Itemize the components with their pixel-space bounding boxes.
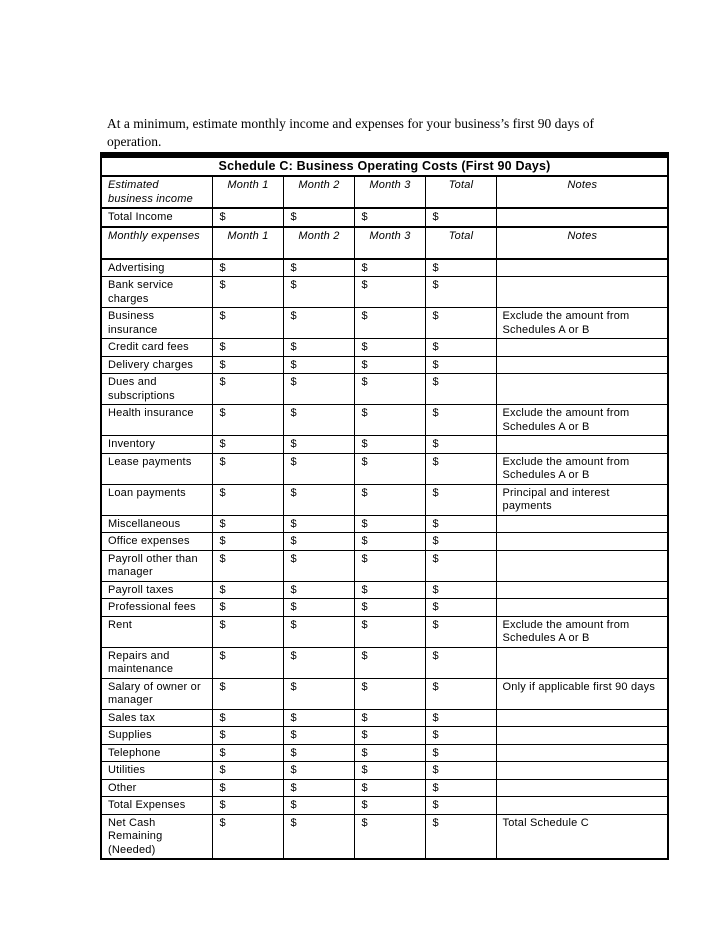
row-label: Net Cash Remaining (Needed) (101, 814, 212, 859)
month-1-cell[interactable]: $ (212, 533, 283, 551)
header-notes: Notes (496, 227, 668, 259)
notes-cell[interactable] (496, 599, 668, 617)
month-2-cell[interactable]: $ (283, 550, 354, 581)
header-total: Total (425, 227, 496, 259)
month-3-cell[interactable]: $ (354, 581, 425, 599)
total-cell[interactable]: $ (425, 308, 496, 339)
month-3-cell[interactable]: $ (354, 599, 425, 617)
month-2-cell[interactable]: $ (283, 814, 354, 859)
notes-cell[interactable] (496, 647, 668, 678)
notes-cell[interactable] (496, 515, 668, 533)
notes-cell[interactable] (496, 550, 668, 581)
total-cell[interactable]: $ (425, 647, 496, 678)
total-cell[interactable]: $ (425, 709, 496, 727)
row-label: Total Expenses (101, 797, 212, 815)
notes-cell[interactable]: Exclude the amount from Schedules A or B (496, 308, 668, 339)
month-3-cell[interactable]: $ (354, 515, 425, 533)
row-label: Payroll taxes (101, 581, 212, 599)
total-cell[interactable]: $ (425, 374, 496, 405)
total-cell[interactable]: $ (425, 533, 496, 551)
notes-cell[interactable] (496, 762, 668, 780)
row-label: Professional fees (101, 599, 212, 617)
table-row-health-insurance (101, 405, 668, 436)
table-row-dues-and-subscriptions (101, 374, 668, 405)
month-3-cell[interactable]: $ (354, 374, 425, 405)
table-row-total-expenses (101, 797, 668, 815)
month-3-cell[interactable]: $ (354, 762, 425, 780)
notes-cell[interactable] (496, 744, 668, 762)
table-row-advertising (101, 259, 668, 277)
month-2-cell[interactable]: $ (283, 405, 354, 436)
total-cell[interactable]: $ (425, 678, 496, 709)
row-label: Rent (101, 616, 212, 647)
month-2-cell[interactable]: $ (283, 581, 354, 599)
table-row-office-expenses (101, 533, 668, 551)
row-label: Miscellaneous (101, 515, 212, 533)
header-month-1: Month 1 (212, 176, 283, 208)
row-label: Supplies (101, 727, 212, 745)
month-3-cell[interactable]: $ (354, 709, 425, 727)
notes-cell[interactable] (496, 374, 668, 405)
table-row-lease-payments (101, 453, 668, 484)
total-cell[interactable]: $ (425, 797, 496, 815)
month-1-cell[interactable]: $ (212, 515, 283, 533)
table-row-sales-tax (101, 709, 668, 727)
total-cell[interactable]: $ (425, 581, 496, 599)
total-cell[interactable]: $ (425, 779, 496, 797)
month-3-cell[interactable]: $ (354, 259, 425, 277)
table-row-other (101, 779, 668, 797)
row-label: Repairs and maintenance (101, 647, 212, 678)
total-cell[interactable]: $ (425, 762, 496, 780)
table-row-utilities (101, 762, 668, 780)
table-row-repairs-and-maintenance (101, 647, 668, 678)
month-1-cell[interactable]: $ (212, 208, 283, 227)
row-label: Health insurance (101, 405, 212, 436)
header-month-3: Month 3 (354, 227, 425, 259)
month-1-cell[interactable]: $ (212, 727, 283, 745)
row-label: Business insurance (101, 308, 212, 339)
total-cell[interactable]: $ (425, 259, 496, 277)
table-row-telephone (101, 744, 668, 762)
month-3-cell[interactable]: $ (354, 453, 425, 484)
notes-cell[interactable]: Principal and interest payments (496, 484, 668, 515)
total-cell[interactable]: $ (425, 277, 496, 308)
month-1-cell[interactable]: $ (212, 374, 283, 405)
schedule-c-table (100, 152, 669, 860)
notes-cell[interactable] (496, 727, 668, 745)
month-2-cell[interactable]: $ (283, 277, 354, 308)
month-3-cell[interactable]: $ (354, 616, 425, 647)
header-month-2: Month 2 (283, 227, 354, 259)
month-3-cell[interactable]: $ (354, 484, 425, 515)
table-row-credit-card-fees (101, 339, 668, 357)
month-2-cell[interactable]: $ (283, 599, 354, 617)
notes-cell[interactable] (496, 779, 668, 797)
table-row-professional-fees (101, 599, 668, 617)
table-row-net-cash-remaining (101, 814, 668, 859)
total-cell[interactable]: $ (425, 744, 496, 762)
month-1-cell[interactable]: $ (212, 678, 283, 709)
income-header-row (101, 176, 668, 208)
month-3-cell[interactable]: $ (354, 550, 425, 581)
total-cell[interactable]: $ (425, 727, 496, 745)
total-cell[interactable]: $ (425, 208, 496, 227)
month-2-cell[interactable]: $ (283, 616, 354, 647)
table-row-miscellaneous (101, 515, 668, 533)
notes-cell[interactable] (496, 356, 668, 374)
month-3-cell[interactable]: $ (354, 533, 425, 551)
row-label: Loan payments (101, 484, 212, 515)
row-label: Inventory (101, 436, 212, 454)
intro-text: At a minimum, estimate monthly income and expenses for your business’s first 90 days of operation. (107, 115, 595, 149)
month-2-cell[interactable]: $ (283, 308, 354, 339)
table-row-inventory (101, 436, 668, 454)
row-label: Payroll other than manager (101, 550, 212, 581)
month-1-cell[interactable]: $ (212, 550, 283, 581)
month-3-cell[interactable]: $ (354, 308, 425, 339)
notes-cell[interactable]: Exclude the amount from Schedules A or B (496, 616, 668, 647)
header-total: Total (425, 176, 496, 208)
month-2-cell[interactable]: $ (283, 339, 354, 357)
row-label: Other (101, 779, 212, 797)
table-row-salary-of-owner-or-manager (101, 678, 668, 709)
month-1-cell[interactable]: $ (212, 797, 283, 815)
notes-cell[interactable] (496, 709, 668, 727)
month-3-cell[interactable]: $ (354, 678, 425, 709)
month-1-cell[interactable]: $ (212, 779, 283, 797)
month-3-cell[interactable]: $ (354, 436, 425, 454)
notes-cell[interactable]: Total Schedule C (496, 814, 668, 859)
header-month-1: Month 1 (212, 227, 283, 259)
month-2-cell[interactable]: $ (283, 678, 354, 709)
month-1-cell[interactable]: $ (212, 308, 283, 339)
row-label: Lease payments (101, 453, 212, 484)
table-row-rent (101, 616, 668, 647)
notes-cell[interactable] (496, 277, 668, 308)
notes-cell[interactable]: Exclude the amount from Schedules A or B (496, 453, 668, 484)
expense-header-row (101, 227, 668, 259)
month-2-cell[interactable]: $ (283, 727, 354, 745)
month-3-cell[interactable]: $ (354, 208, 425, 227)
income-header-label: Estimated business income (101, 176, 212, 208)
month-3-cell[interactable]: $ (354, 339, 425, 357)
notes-cell[interactable] (496, 208, 668, 227)
total-cell[interactable]: $ (425, 405, 496, 436)
month-1-cell[interactable]: $ (212, 647, 283, 678)
row-label: Total Income (101, 208, 212, 227)
total-cell[interactable]: $ (425, 814, 496, 859)
notes-cell[interactable]: Exclude the amount from Schedules A or B (496, 405, 668, 436)
row-label: Credit card fees (101, 339, 212, 357)
total-cell[interactable]: $ (425, 339, 496, 357)
table-row-business-insurance (101, 308, 668, 339)
total-cell[interactable]: $ (425, 436, 496, 454)
table-row-delivery-charges (101, 356, 668, 374)
month-2-cell[interactable]: $ (283, 779, 354, 797)
header-notes: Notes (496, 176, 668, 208)
notes-cell[interactable]: Only if applicable first 90 days (496, 678, 668, 709)
month-3-cell[interactable]: $ (354, 647, 425, 678)
month-3-cell[interactable]: $ (354, 727, 425, 745)
month-2-cell[interactable]: $ (283, 484, 354, 515)
month-1-cell[interactable]: $ (212, 277, 283, 308)
month-1-cell[interactable]: $ (212, 405, 283, 436)
row-label: Utilities (101, 762, 212, 780)
notes-cell[interactable] (496, 339, 668, 357)
month-3-cell[interactable]: $ (354, 797, 425, 815)
expense-rows (101, 259, 668, 859)
header-month-3: Month 3 (354, 176, 425, 208)
month-1-cell[interactable]: $ (212, 436, 283, 454)
month-3-cell[interactable]: $ (354, 277, 425, 308)
row-label: Dues and subscriptions (101, 374, 212, 405)
header-month-2: Month 2 (283, 176, 354, 208)
month-2-cell[interactable]: $ (283, 762, 354, 780)
table-row-payroll-other-than-manager (101, 550, 668, 581)
month-3-cell[interactable]: $ (354, 405, 425, 436)
month-1-cell[interactable]: $ (212, 259, 283, 277)
total-cell[interactable]: $ (425, 453, 496, 484)
month-2-cell[interactable]: $ (283, 356, 354, 374)
month-1-cell[interactable]: $ (212, 581, 283, 599)
month-3-cell[interactable]: $ (354, 779, 425, 797)
month-2-cell[interactable]: $ (283, 208, 354, 227)
month-2-cell[interactable]: $ (283, 259, 354, 277)
row-label: Delivery charges (101, 356, 212, 374)
row-label: Telephone (101, 744, 212, 762)
table-row-loan-payments (101, 484, 668, 515)
month-3-cell[interactable]: $ (354, 744, 425, 762)
table-title-row (101, 155, 668, 176)
month-2-cell[interactable]: $ (283, 436, 354, 454)
month-2-cell[interactable]: $ (283, 374, 354, 405)
total-cell[interactable]: $ (425, 550, 496, 581)
month-1-cell[interactable]: $ (212, 356, 283, 374)
month-1-cell[interactable]: $ (212, 744, 283, 762)
month-1-cell[interactable]: $ (212, 709, 283, 727)
month-2-cell[interactable]: $ (283, 533, 354, 551)
month-1-cell[interactable]: $ (212, 762, 283, 780)
month-2-cell[interactable]: $ (283, 797, 354, 815)
notes-cell[interactable] (496, 797, 668, 815)
month-1-cell[interactable]: $ (212, 484, 283, 515)
month-2-cell[interactable]: $ (283, 744, 354, 762)
total-cell[interactable]: $ (425, 356, 496, 374)
total-cell[interactable]: $ (425, 515, 496, 533)
row-label: Bank service charges (101, 277, 212, 308)
row-label: Salary of owner or manager (101, 678, 212, 709)
month-2-cell[interactable]: $ (283, 515, 354, 533)
month-3-cell[interactable]: $ (354, 356, 425, 374)
notes-cell[interactable] (496, 533, 668, 551)
row-label: Advertising (101, 259, 212, 277)
row-label: Office expenses (101, 533, 212, 551)
total-cell[interactable]: $ (425, 599, 496, 617)
notes-cell[interactable] (496, 259, 668, 277)
total-cell[interactable]: $ (425, 616, 496, 647)
total-income-row (101, 208, 668, 227)
table-row-supplies (101, 727, 668, 745)
table-title: Schedule C: Business Operating Costs (First 90 Days) (101, 155, 668, 176)
notes-cell[interactable] (496, 436, 668, 454)
month-2-cell[interactable]: $ (283, 647, 354, 678)
table-row-payroll-taxes (101, 581, 668, 599)
month-2-cell[interactable]: $ (283, 453, 354, 484)
notes-cell[interactable] (496, 581, 668, 599)
total-cell[interactable]: $ (425, 484, 496, 515)
month-1-cell[interactable]: $ (212, 453, 283, 484)
month-1-cell[interactable]: $ (212, 339, 283, 357)
month-3-cell[interactable]: $ (354, 814, 425, 859)
expense-header-label: Monthly expenses (101, 227, 212, 259)
month-1-cell[interactable]: $ (212, 616, 283, 647)
month-1-cell[interactable]: $ (212, 814, 283, 859)
month-1-cell[interactable]: $ (212, 599, 283, 617)
table-row-bank-service-charges (101, 277, 668, 308)
row-label: Sales tax (101, 709, 212, 727)
month-2-cell[interactable]: $ (283, 709, 354, 727)
